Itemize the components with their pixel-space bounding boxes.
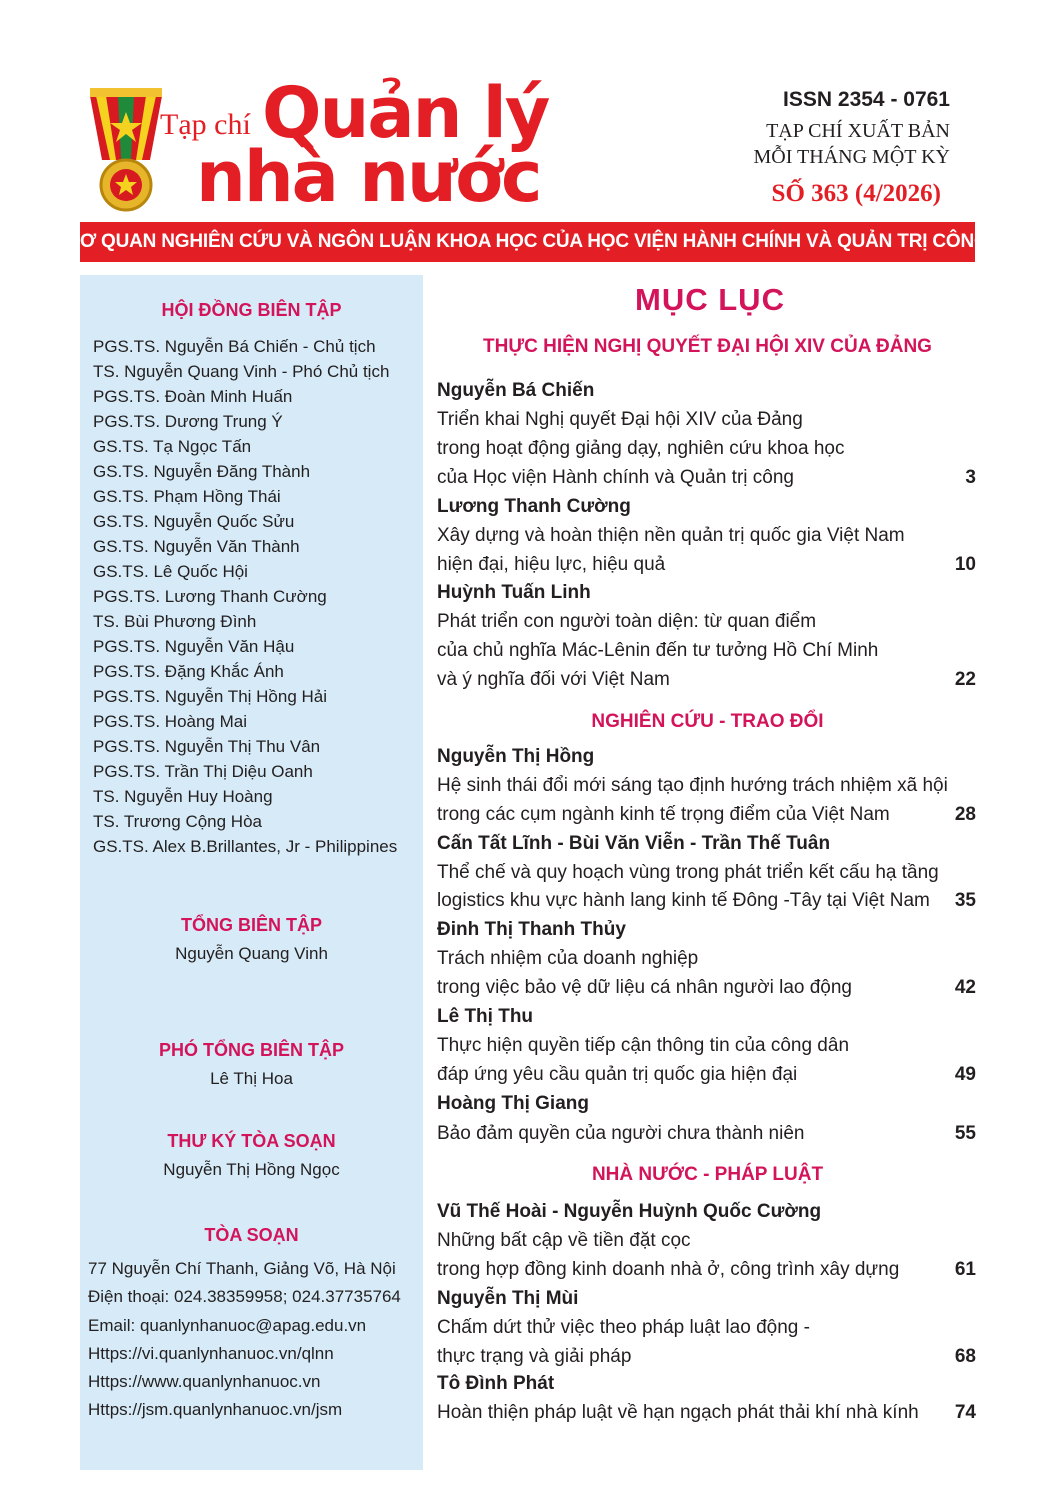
office-phone: Điện thoại: 024.38359958; 024.37735764	[88, 1287, 401, 1306]
publication-frequency-line2: MỖI THÁNG MỘT KỲ	[753, 146, 950, 168]
board-member: PGS.TS. Trần Thị Diệu Oanh	[93, 762, 313, 781]
article-title-line: Thực hiện quyền tiếp cận thông tin của công dân	[437, 1035, 850, 1056]
board-member: TS. Nguyễn Huy Hoàng	[93, 787, 273, 806]
office-email: Email: quanlynhanuoc@apag.edu.vn	[88, 1316, 367, 1335]
deputy-editor-heading: PHÓ TỔNG BIÊN TẬP	[158, 1040, 344, 1060]
toc-section-heading: THỰC HIỆN NGHỊ QUYẾT ĐẠI HỘI XIV CỦA ĐẢNG	[483, 336, 932, 357]
website-link: Https://vi.quanlynhanuoc.vn/qlnn	[88, 1344, 334, 1363]
article-page-number: 28	[954, 804, 976, 825]
board-member: PGS.TS. Hoàng Mai	[93, 712, 248, 731]
article-title-line: trong hợp đồng kinh doanh nhà ở, công trình xây dựng	[437, 1259, 900, 1280]
article-author: Nguyễn Bá Chiến	[437, 380, 595, 401]
article-author: Lương Thanh Cường	[437, 496, 631, 517]
article-title-line: Xây dựng và hoàn thiện nền quản trị quốc gia Việt Nam	[437, 525, 905, 546]
article-author: Huỳnh Tuấn Linh	[437, 582, 591, 603]
office-address: 77 Nguyễn Chí Thanh, Giảng Võ, Hà Nội	[88, 1259, 396, 1278]
article-page-number: 10	[954, 554, 976, 575]
article-title-line: Phát triển con người toàn diện: từ quan điểm	[437, 611, 817, 632]
article-page-number: 3	[965, 467, 976, 488]
website-link: Https://jsm.quanlynhanuoc.vn/jsm	[88, 1400, 343, 1419]
publication-frequency-line1: TẠP CHÍ XUẤT BẢN	[766, 120, 950, 142]
article-title-line: Bảo đảm quyền của người chưa thành niên	[437, 1123, 805, 1144]
article-page-number: 55	[954, 1123, 976, 1144]
article-title-line: Trách nhiệm của doanh nghiệp	[437, 948, 699, 969]
toc-section-heading: NGHIÊN CỨU - TRAO ĐỔI	[591, 711, 824, 732]
board-member: PGS.TS. Nguyễn Thị Hồng Hải	[93, 687, 328, 706]
secretary-name: Nguyễn Thị Hồng Ngọc	[163, 1160, 340, 1179]
toc-section-heading: NHÀ NƯỚC - PHÁP LUẬT	[591, 1164, 824, 1185]
article-title-line: trong việc bảo vệ dữ liệu cá nhân người lao động	[437, 977, 853, 998]
article-author: Tô Đình Phát	[437, 1373, 555, 1394]
article-title-line: Triển khai Nghị quyết Đại hội XIV của Đảng	[437, 409, 803, 430]
deputy-editor-name: Lê Thị Hoa	[210, 1069, 293, 1088]
board-member: GS.TS. Tạ Ngọc Tấn	[93, 437, 252, 456]
article-title-line: Hoàn thiện pháp luật về hạn ngạch phát thải khí nhà kính	[437, 1402, 919, 1423]
article-author: Nguyễn Thị Mùi	[437, 1288, 579, 1309]
article-title-line: Thể chế và quy hoạch vùng trong phát triển kết cấu hạ tầng	[437, 862, 939, 883]
article-author: Đinh Thị Thanh Thủy	[437, 919, 626, 940]
board-member: PGS.TS. Lương Thanh Cường	[93, 587, 327, 606]
issue-number: SỐ 363 (4/2026)	[771, 180, 941, 207]
article-page-number: 74	[954, 1402, 976, 1423]
medal-emblem	[88, 82, 164, 214]
board-member: PGS.TS. Nguyễn Văn Hậu	[93, 637, 295, 656]
office-heading: TÒA SOẠN	[204, 1225, 299, 1245]
article-page-number: 61	[954, 1259, 976, 1280]
secretary-heading: THƯ KÝ TÒA SOẠN	[167, 1131, 336, 1151]
journal-title-line2: nhà nước	[196, 136, 541, 218]
article-title-line: và ý nghĩa đối với Việt Nam	[437, 669, 670, 690]
board-member: GS.TS. Phạm Hồng Thái	[93, 487, 281, 506]
journal-title-line1: Quản lý	[262, 72, 549, 154]
board-member: GS.TS. Nguyễn Văn Thành	[93, 537, 300, 556]
article-title-line: trong hoạt động giảng dạy, nghiên cứu khoa học	[437, 438, 845, 459]
article-author: Hoàng Thị Giang	[437, 1093, 589, 1114]
article-title-line: logistics khu vực hành lang kinh tế Đông -Tây tại Việt Nam	[437, 890, 930, 911]
issn: ISSN 2354 - 0761	[783, 88, 950, 111]
article-title-line: của chủ nghĩa Mác-Lênin đến tư tưởng Hồ Chí Minh	[437, 640, 879, 661]
article-title-line: Chấm dứt thử việc theo pháp luật lao động -	[437, 1317, 810, 1338]
editor-in-chief-name: Nguyễn Quang Vinh	[175, 944, 328, 963]
article-page-number: 42	[954, 977, 976, 998]
board-member: GS.TS. Alex B.Brillantes, Jr - Philippines	[93, 837, 398, 856]
board-member: PGS.TS. Dương Trung Ý	[93, 412, 283, 431]
article-title-line: đáp ứng yêu cầu quản trị quốc gia hiện đại	[437, 1064, 798, 1085]
article-title-line: của Học viện Hành chính và Quản trị công	[437, 467, 794, 488]
organization-banner: CƠ QUAN NGHIÊN CỨU VÀ NGÔN LUẬN KHOA HỌC CỦA HỌC VIỆN HÀNH CHÍNH VÀ QUẢN TRỊ CÔNG	[80, 222, 975, 262]
article-page-number: 68	[954, 1346, 976, 1367]
article-title-line: thực trạng và giải pháp	[437, 1346, 632, 1367]
editor-in-chief-heading: TỔNG BIÊN TẬP	[180, 915, 322, 935]
article-author: Cấn Tất Lĩnh - Bùi Văn Viễn - Trần Thế Tuân	[437, 833, 831, 854]
toc-title: MỤC LỤC	[635, 282, 785, 317]
article-title-line: hiện đại, hiệu lực, hiệu quả	[437, 554, 666, 575]
editorial-board-heading: HỘI ĐỒNG BIÊN TẬP	[161, 300, 342, 320]
article-author: Lê Thị Thu	[437, 1006, 534, 1027]
article-page-number: 49	[954, 1064, 976, 1085]
article-page-number: 22	[954, 669, 976, 690]
board-member: PGS.TS. Đoàn Minh Huấn	[93, 387, 293, 406]
board-member: TS. Bùi Phương Đình	[93, 612, 257, 631]
board-member: TS. Nguyễn Quang Vinh - Phó Chủ tịch	[93, 362, 390, 381]
board-member: PGS.TS. Nguyễn Thị Thu Vân	[93, 737, 321, 756]
article-title-line: Những bất cập về tiền đặt cọc	[437, 1230, 691, 1251]
board-member: GS.TS. Nguyễn Quốc Sửu	[93, 512, 295, 531]
website-link: Https://www.quanlynhanuoc.vn	[88, 1372, 321, 1391]
journal-prefix: Tạp chí	[160, 108, 251, 141]
article-page-number: 35	[954, 890, 976, 911]
board-member: TS. Trương Cộng Hòa	[93, 812, 262, 831]
board-member: PGS.TS. Đặng Khắc Ánh	[93, 662, 284, 681]
article-title-line: trong các cụm ngành kinh tế trọng điểm của Việt Nam	[437, 804, 890, 825]
article-title-line: Hệ sinh thái đổi mới sáng tạo định hướng trách nhiệm xã hội	[437, 775, 948, 796]
article-author: Nguyễn Thị Hồng	[437, 746, 595, 767]
editorial-sidebar	[80, 275, 423, 1470]
article-author: Vũ Thế Hoài - Nguyễn Huỳnh Quốc Cường	[437, 1201, 822, 1222]
board-member: GS.TS. Nguyễn Đăng Thành	[93, 462, 311, 481]
board-member: PGS.TS. Nguyễn Bá Chiến - Chủ tịch	[93, 337, 376, 356]
board-member: GS.TS. Lê Quốc Hội	[93, 562, 248, 581]
